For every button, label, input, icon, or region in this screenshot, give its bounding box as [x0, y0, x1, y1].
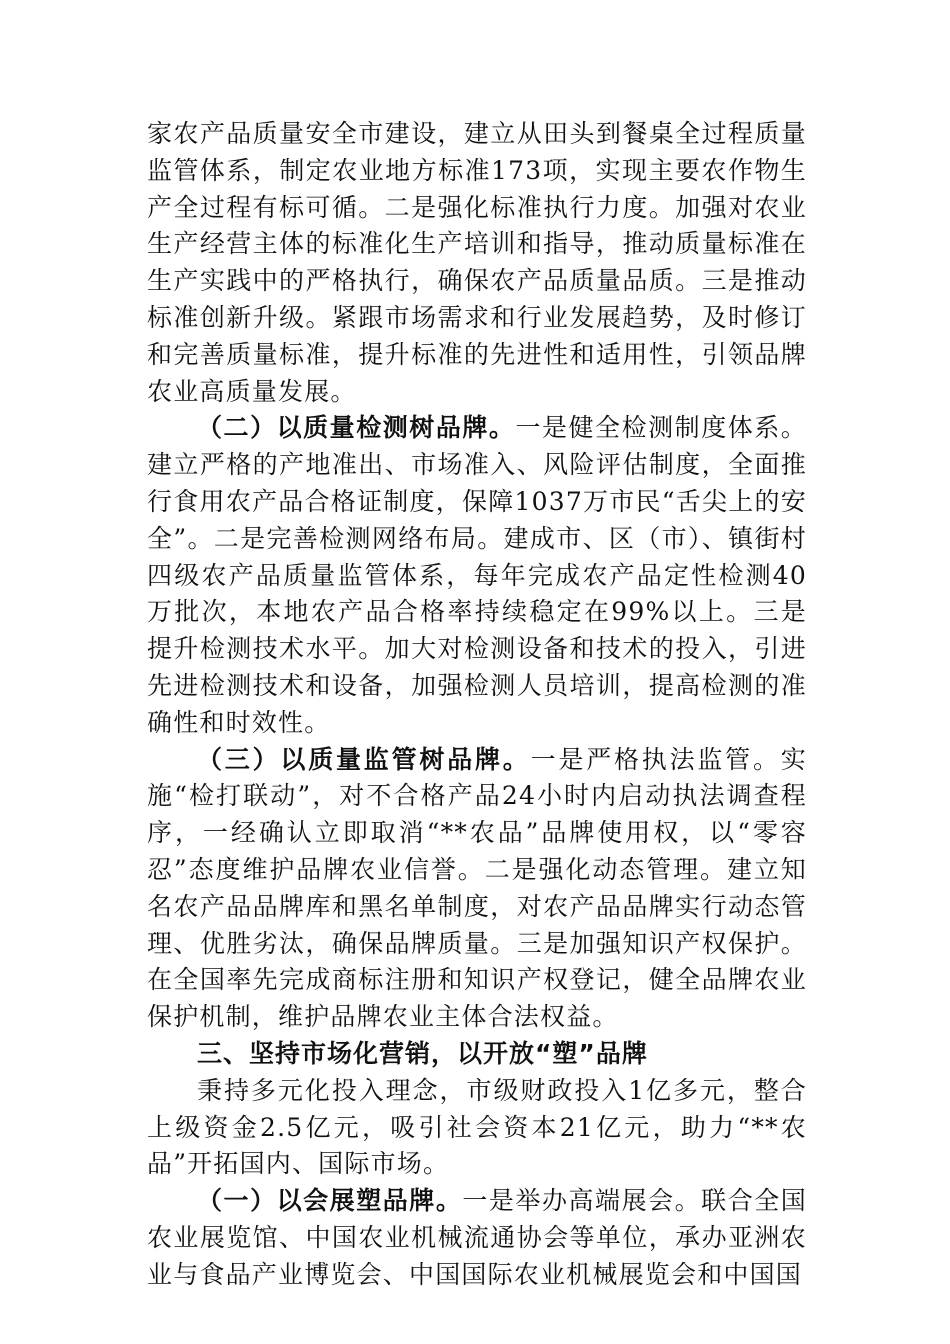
document-body [147, 116, 807, 1294]
paragraph-text: 秉持多元化投入理念，市级财政投入1亿多元，整合上级资金2.5亿元，吸引社会资本21亿元，助力“**农品”开拓国内、国际市场。 [147, 1075, 807, 1179]
paragraph-1 [147, 116, 807, 410]
paragraph-4 [147, 1073, 807, 1183]
paragraph-5 [147, 1183, 807, 1293]
paragraph-text: 一是举办高端展会。联合全国农业展览馆、中国农业机械流通协会等单位，承办亚洲农业与食品产业博览会、中国国际农业机械展览会和中国国 [147, 1186, 807, 1289]
paragraph-3 [147, 742, 807, 1036]
subsection-heading: （三）以质量监管树品牌。 [197, 744, 531, 774]
subsection-heading: （一）以会展塑品牌。 [197, 1186, 463, 1216]
paragraph-text: 一是严格执法监管。实施“检打联动”，对不合格产品24小时内启动执法调查程序，一经确认立即取消“**农品”品牌使用权，以“零容忍”态度维护品牌农业信誉。二是强化动态管理。建立知名农产品品牌库和黑名单制度，对农产品品牌实行动态管理、优胜劣汰，确保品牌质量。三是加强知识产权保护。在全国率先完成商标注册和知识产权登记，健全品牌农业保护机制，维护品牌农业主体合法权益。 [147, 744, 807, 1032]
section-heading: 三、坚持市场化营销，以开放“塑”品牌 [197, 1038, 648, 1068]
subsection-heading: （二）以质量检测树品牌。 [197, 413, 516, 443]
paragraph-2 [147, 410, 807, 741]
paragraph-text: 一是健全检测制度体系。建立严格的产地准出、市场准入、风险评估制度，全面推行食用农产品合格证制度，保障1037万市民“舌尖上的安全”。二是完善检测网络布局。建成市、区（市）、镇街村四级农产品质量监管体系，每年完成农产品定性检测40万批次，本地农产品合格率持续稳定在99%以上。三是提升检测技术水平。加大对检测设备和技术的投入，引进先进检测技术和设备，加强检测人员培训，提高检测的准确性和时效性。 [147, 413, 807, 737]
paragraph-text: 家农产品质量安全市建设，建立从田头到餐桌全过程质量监管体系，制定农业地方标准173项，实现主要农作物生产全过程有标可循。二是强化标准执行力度。加强对农业生产经营主体的标准化生产培训和指导，推动质量标准在生产实践中的严格执行，确保农产品质量品质。三是推动标准创新升级。紧跟市场需求和行业发展趋势，及时修订和完善质量标准，提升标准的先进性和适用性，引领品牌农业高质量发展。 [147, 119, 807, 406]
